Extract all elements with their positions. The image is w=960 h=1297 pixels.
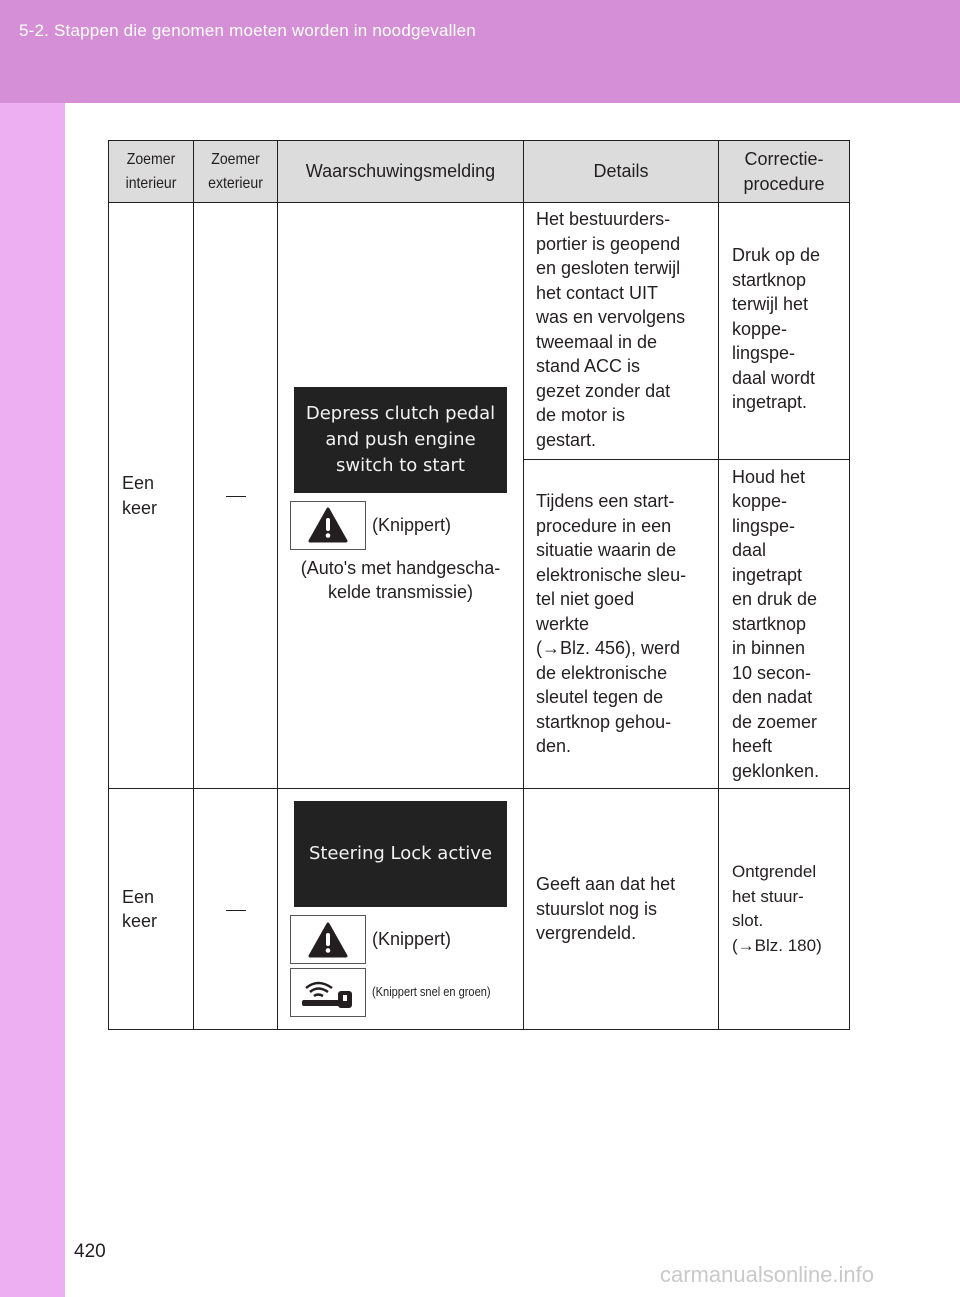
display-message: Steering Lock active — [294, 801, 507, 907]
row2-warning — [278, 789, 524, 1030]
row2-exterior — [194, 789, 278, 1030]
dash-mark — [226, 910, 246, 911]
row1-detail-a: Het bestuurders- portier is geopend en gesloten terwijl het contact UIT was en vervolgens tweemaal in de stand ACC is gezet zonder dat de motor is gestart. — [524, 203, 719, 460]
side-tab-strip — [0, 103, 65, 1297]
indicator-row — [290, 915, 523, 964]
watermark: carmanualsonline.info — [660, 1262, 875, 1287]
row1-correction-a: Druk op de startknop terwijl het koppe- lingspe- daal wordt ingetrapt. — [719, 203, 850, 460]
row2-correction: Ontgrendel het stuur- slot. (→Blz. 180) — [719, 789, 850, 1030]
row1-correction-b: Houd het koppe- lingspe- daal ingetrapt en druk de startknop in binnen 10 secon- den nadat de zoemer heeft geklonken. — [719, 460, 850, 789]
steering-lock-icon — [290, 968, 366, 1017]
indicator-label: (Knippert snel en groen) — [372, 984, 491, 1000]
page-number: 420 — [74, 1241, 106, 1262]
table-row — [109, 789, 850, 1030]
table-header-row — [109, 141, 850, 203]
indicator-label: (Knippert) — [372, 514, 452, 535]
row1-warning — [278, 203, 524, 789]
row1-exterior — [194, 203, 278, 789]
row2-interior: Een keer — [109, 789, 194, 1030]
warning-triangle-icon — [290, 915, 366, 964]
row1-detail-b: Tijdens een start- procedure in een situatie waarin de elektronische sleu- tel niet goed werkte (→Blz. 456), werd de elektronische sleutel tegen de startknop gehou- den. — [524, 460, 719, 789]
transmission-note: (Auto's met handgescha- kelde transmissie) — [300, 557, 501, 602]
display-message: Depress clutch pedal and push engine switch to start — [294, 387, 507, 493]
header-warning: Waarschuwingsmelding — [278, 141, 524, 203]
row2-detail: Geeft aan dat het stuurslot nog is vergrendeld. — [524, 789, 719, 1030]
row1-interior: Een keer — [109, 203, 194, 789]
indicator-label: (Knippert) — [372, 929, 452, 950]
warning-triangle-icon — [290, 501, 366, 550]
header-details: Details — [524, 141, 719, 203]
header-buzzer-interior: Zoemer interieur — [109, 141, 194, 203]
header-band — [0, 0, 960, 103]
warning-table — [108, 140, 850, 1030]
section-title: 5-2. Stappen die genomen moeten worden in noodgevallen — [19, 21, 476, 40]
indicator-row — [290, 501, 523, 550]
dash-mark — [226, 496, 246, 497]
header-correction: Correctie- procedure — [719, 141, 850, 203]
table-row — [109, 203, 850, 460]
indicator-row — [290, 968, 523, 1017]
header-buzzer-exterior: Zoemer exterieur — [194, 141, 278, 203]
